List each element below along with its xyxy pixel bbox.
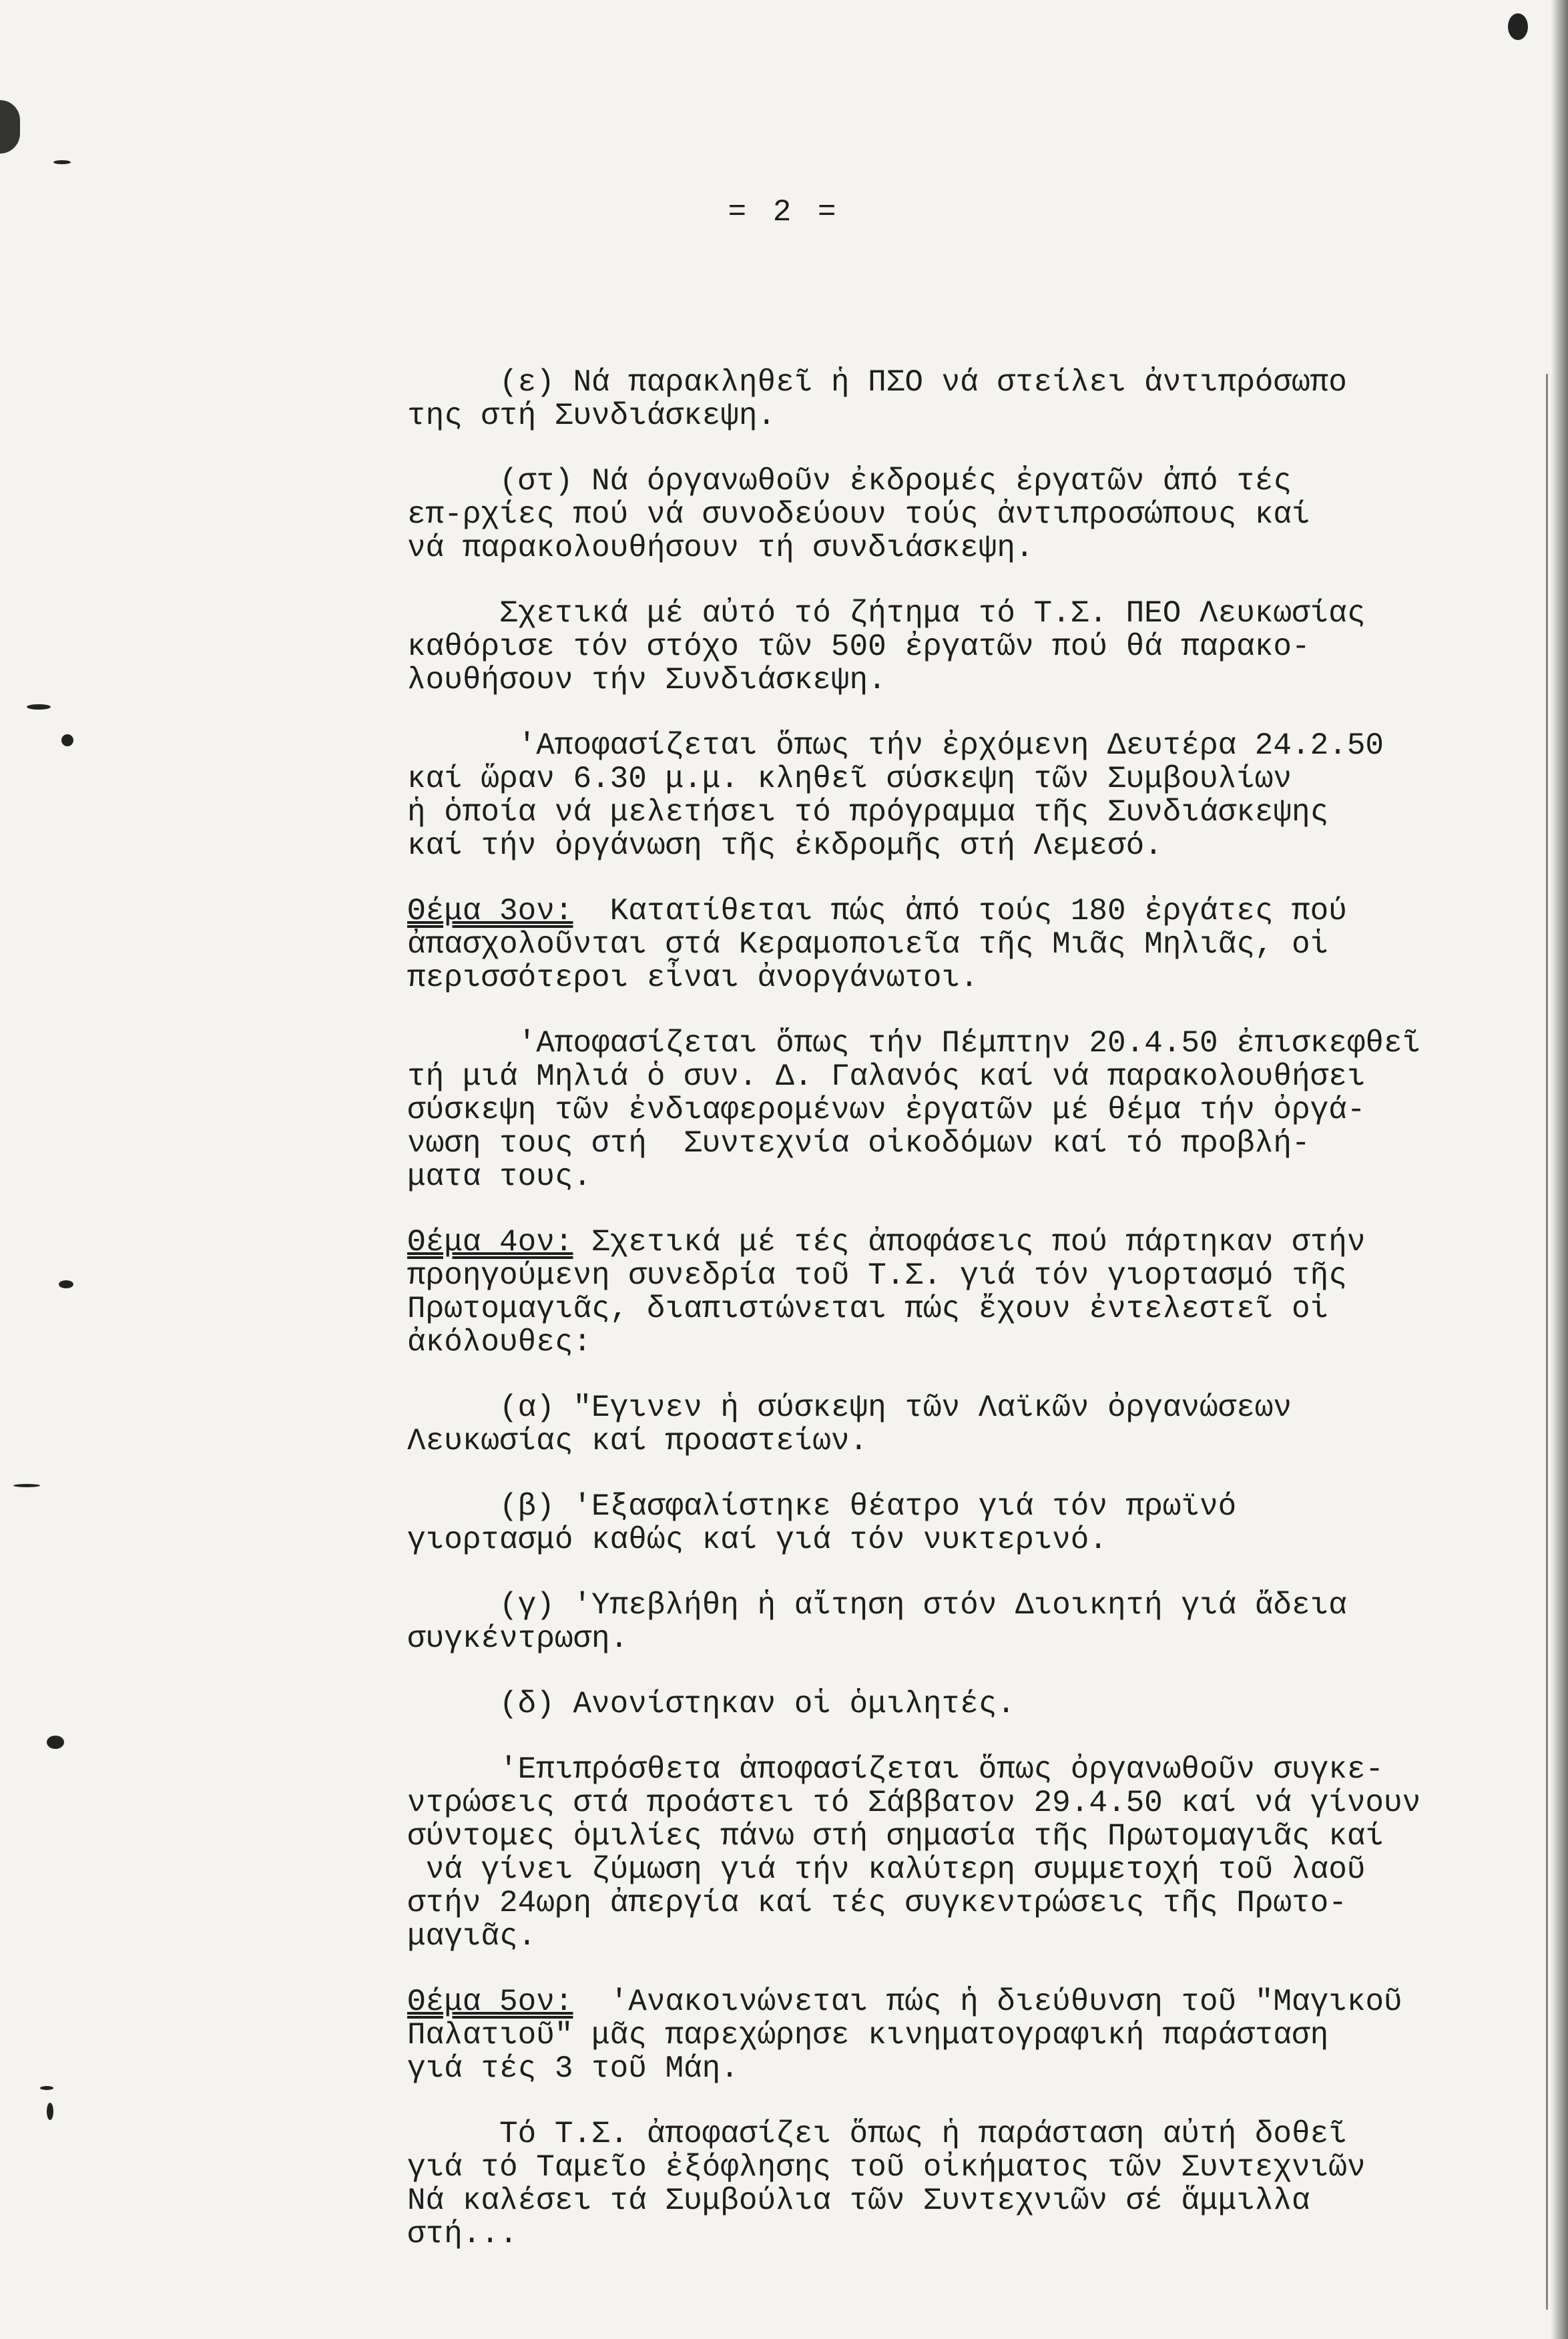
text-line: Σχετικά μέ αὐτό τό ζήτημα τό Τ.Σ. ΠΕΟ Λευκωσίας bbox=[407, 596, 1366, 631]
scan-speck bbox=[53, 160, 71, 164]
text-line: μαγιᾶς. bbox=[407, 1919, 537, 1954]
text-line: (στ) Νά όργανωθοῦν ἐκδρομές ἐργατῶν ἀπό τές bbox=[407, 464, 1292, 499]
text-line bbox=[407, 1985, 1502, 2019]
text-line: 'Αποφασίζεται ὅπως τήν Πέμπτην 20.4.50 ἐπισκεφθεῖ bbox=[407, 1026, 1421, 1061]
paragraph bbox=[407, 366, 1502, 433]
text-line: Πρωτομαγιᾶς, διαπιστώνεται πώς ἔχουν ἐντελεστεῖ οἱ bbox=[407, 1292, 1329, 1326]
text-line: Νά καλέσει τά Συμβούλια τῶν Συντεχνιῶν σέ ἅμμιλλα bbox=[407, 2183, 1310, 2218]
text-line: λουθήσουν τήν Συνδιάσκεψη. bbox=[407, 663, 886, 698]
text-line: στήν 24ωρη ἀπεργία καί τές συγκεντρώσεις τῆς Πρωτο- bbox=[407, 1886, 1347, 1920]
text-line: 'Επιπρόσθετα ἀποφασίζεται ὅπως ὀργανωθοῦν συγκε- bbox=[407, 1752, 1384, 1787]
line-text: Κατατίθεται πώς ἀπό τούς 180 ἐργάτες πού bbox=[573, 894, 1347, 929]
text-line: ντρώσεις στά προάστει τό Σάββατον 29.4.50 καί νά γίνουν bbox=[407, 1786, 1421, 1820]
text-line: Τό Τ.Σ. ἀποφασίζει ὅπως ἡ παράσταση αὐτή δοθεῖ bbox=[407, 2117, 1347, 2151]
scan-speck bbox=[47, 1736, 64, 1749]
page-number: = 2 = bbox=[728, 195, 840, 230]
paragraph bbox=[407, 597, 1502, 697]
text-line: Παλατιοῦ" μᾶς παρεχώρησε κινηματογραφική παράσταση bbox=[407, 2018, 1329, 2053]
text-line: καί ὥραν 6.30 μ.μ. κληθεῖ σύσκεψη τῶν Συμβουλίων bbox=[407, 762, 1292, 796]
section-heading: Θέμα 5ον: bbox=[407, 1985, 573, 2019]
scan-speck bbox=[13, 1484, 40, 1487]
scan-edge-shadow bbox=[1551, 0, 1568, 2339]
text-line: προηγούμενη συνεδρία τοῦ Τ.Σ. γιά τόν γιορτασμό τῆς bbox=[407, 1258, 1347, 1293]
text-line: ἡ ὁποία νά μελετήσει τό πρόγραμμα τῆς Συνδιάσκεψης bbox=[407, 795, 1329, 830]
text-line: σύσκεψη τῶν ἐνδιαφερομένων ἐργατῶν μέ θέμα τήν ὀργά- bbox=[407, 1093, 1366, 1127]
line-text: Σχετικά μέ τές ἀποφάσεις πού πάρτηκαν στήν bbox=[573, 1225, 1366, 1260]
paragraph bbox=[407, 2117, 1502, 2251]
paragraph bbox=[407, 1226, 1502, 1359]
section-heading: Θέμα 4ον: bbox=[407, 1225, 573, 1260]
text-line: γιορτασμό καθώς καί γιά τόν νυκτερινό. bbox=[407, 1523, 1107, 1557]
text-line: σύντομες ὁμιλίες πάνω στή σημασία τῆς Πρωτομαγιᾶς καί bbox=[407, 1819, 1384, 1854]
text-line: νά παρακολουθήσουν τή συνδιάσκεψη. bbox=[407, 531, 1034, 565]
scan-speck bbox=[1508, 13, 1528, 40]
scan-edge-line bbox=[1546, 374, 1548, 2310]
text-line: γιά τό Ταμεῖο ἐξόφλησης τοῦ οἰκήματος τῶν Συντεχνιῶν bbox=[407, 2150, 1366, 2185]
text-line: (β) 'Εξασφαλίστηκε θέατρο γιά τόν πρωϊνό bbox=[407, 1489, 1237, 1524]
text-line: (δ) Ανονίστηκαν οἱ ὁμιλητές. bbox=[407, 1687, 1015, 1722]
text-line: καθόρισε τόν στόχο τῶν 500 ἐργατῶν πού θά παρακο- bbox=[407, 629, 1310, 664]
document-body bbox=[407, 366, 1502, 2283]
text-line: νωση τους στή Συντεχνία οἰκοδόμων καί τό προβλή- bbox=[407, 1126, 1310, 1161]
scan-speck bbox=[59, 1280, 73, 1288]
text-line: γιά τές 3 τοῦ Μάη. bbox=[407, 2051, 739, 2086]
text-line: ἀπασχολοῦνται στά Κεραμοποιεῖα τῆς Μιᾶς Μηλιᾶς, οἱ bbox=[407, 927, 1329, 962]
scan-speck bbox=[61, 734, 73, 746]
text-line bbox=[407, 894, 1502, 928]
text-line: περισσότεροι εἶναι ἀνοργάνωτοι. bbox=[407, 961, 979, 995]
text-line: τή μιά Μηλιά ὁ συν. Δ. Γαλανός καί νά παρακολουθήσει bbox=[407, 1059, 1366, 1094]
text-line: νά γίνει ζύμωση γιά τήν καλύτερη συμμετοχή τοῦ λαοῦ bbox=[407, 1852, 1366, 1887]
text-line: επ-ρχίες πού νά συνοδεύουν τούς ἀντιπροσώπους καί bbox=[407, 497, 1310, 532]
paragraph bbox=[407, 1753, 1502, 1953]
scan-speck bbox=[47, 2103, 53, 2120]
paragraph bbox=[407, 894, 1502, 995]
scan-speck bbox=[40, 2086, 53, 2090]
text-line: Λευκωσίας καί προαστείων. bbox=[407, 1424, 868, 1459]
paragraph bbox=[407, 1391, 1502, 1458]
scan-smudge bbox=[0, 100, 20, 154]
text-line: (α) "Εγινεν ἡ σύσκεψη τῶν Λαϊκῶν ὀργανώσεων bbox=[407, 1390, 1292, 1425]
text-line: (γ) 'Υπεβλήθη ἡ αἴτηση στόν Διοικητή γιά ἄδεια bbox=[407, 1588, 1347, 1623]
line-text: 'Ανακοινώνεται πώς ἡ διεύθυνση τοῦ "Μαγικοῦ bbox=[573, 1985, 1402, 2019]
paragraph bbox=[407, 1490, 1502, 1557]
paragraph bbox=[407, 465, 1502, 565]
text-line bbox=[407, 1226, 1502, 1259]
text-line: ἀκόλουθες: bbox=[407, 1325, 592, 1360]
text-line: 'Αποφασίζεται ὅπως τήν ἐρχόμενη Δευτέρα 24.2.50 bbox=[407, 728, 1384, 763]
paragraph bbox=[407, 1027, 1502, 1194]
text-line: ματα τους. bbox=[407, 1159, 592, 1194]
paragraph bbox=[407, 1589, 1502, 1655]
text-line: συγκέντρωση. bbox=[407, 1621, 629, 1656]
text-line: στή... bbox=[407, 2217, 518, 2252]
scan-speck bbox=[27, 704, 51, 710]
text-line: καί τήν ὀργάνωση τῆς ἐκδρομῆς στή Λεμεσό. bbox=[407, 828, 1163, 863]
section-heading: Θέμα 3ον: bbox=[407, 894, 573, 929]
text-line: της στή Συνδιάσκεψη. bbox=[407, 399, 776, 433]
text-line: (ε) Νά παρακληθεῖ ἡ ΠΣΟ νά στείλει ἀντιπρόσωπο bbox=[407, 365, 1347, 400]
paragraph bbox=[407, 1687, 1502, 1721]
paragraph bbox=[407, 1985, 1502, 2085]
paragraph bbox=[407, 729, 1502, 862]
